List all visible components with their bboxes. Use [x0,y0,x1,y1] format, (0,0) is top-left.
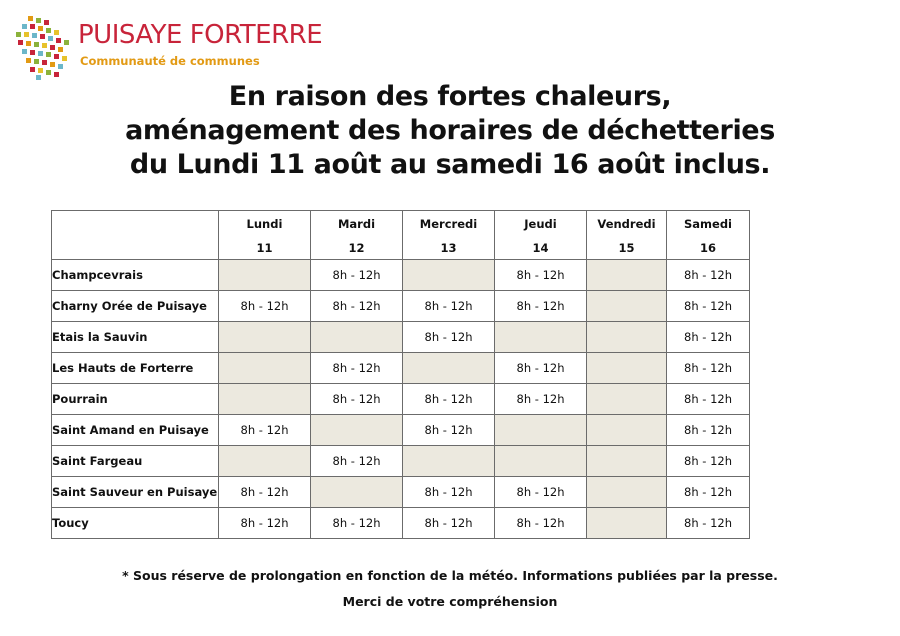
site-name: Champcevrais [52,260,219,291]
column-header [495,211,587,260]
title-line-2: aménagement des horaires de déchetteries [125,115,775,146]
logo-subtitle: Communauté de communes [80,54,260,68]
column-date: 13 [440,241,457,255]
closed-cell [311,477,403,508]
page-title [0,80,900,182]
opening-hours-cell: 8h - 12h [219,477,311,508]
column-day: Mardi [337,217,376,231]
closed-cell [311,322,403,353]
opening-hours-cell: 8h - 12h [403,477,495,508]
opening-hours-cell: 8h - 12h [311,384,403,415]
opening-hours-cell: 8h - 12h [667,384,750,415]
opening-hours-cell: 8h - 12h [219,415,311,446]
opening-hours-cell: 8h - 12h [495,477,587,508]
closed-cell [219,384,311,415]
closed-cell [587,477,667,508]
column-day: Mercredi [419,217,478,231]
closed-cell [587,260,667,291]
column-day: Samedi [684,217,732,231]
column-day: Lundi [246,217,283,231]
table-row [52,446,750,477]
site-name: Etais la Sauvin [52,322,219,353]
column-header [311,211,403,260]
logo-name: PUISAYE FORTERRE [78,20,323,50]
opening-hours-cell: 8h - 12h [495,291,587,322]
opening-hours-cell: 8h - 12h [311,508,403,539]
thanks-message: Merci de votre compréhension [342,594,558,609]
opening-hours-cell: 8h - 12h [403,384,495,415]
opening-hours-cell: 8h - 12h [311,353,403,384]
column-header [587,211,667,260]
table-row [52,415,750,446]
opening-hours-cell: 8h - 12h [403,291,495,322]
title-line-1: En raison des fortes chaleurs, [228,81,672,112]
opening-hours-cell: 8h - 12h [667,508,750,539]
opening-hours-cell: 8h - 12h [667,415,750,446]
opening-hours-cell: 8h - 12h [311,291,403,322]
closed-cell [587,353,667,384]
opening-hours-cell: 8h - 12h [311,446,403,477]
opening-hours-cell: 8h - 12h [311,260,403,291]
opening-hours-cell: 8h - 12h [495,384,587,415]
closed-cell [219,260,311,291]
closed-cell [311,415,403,446]
opening-hours-cell: 8h - 12h [495,260,587,291]
opening-hours-cell: 8h - 12h [667,353,750,384]
closed-cell [587,291,667,322]
site-name: Les Hauts de Forterre [52,353,219,384]
site-name: Saint Amand en Puisaye [52,415,219,446]
closed-cell [495,415,587,446]
title-line-3: du Lundi 11 août au samedi 16 août inclus. [129,149,771,180]
map-mosaic-icon [12,14,76,80]
opening-hours-cell: 8h - 12h [219,508,311,539]
site-name: Pourrain [52,384,219,415]
closed-cell [587,384,667,415]
closed-cell [587,415,667,446]
column-header [403,211,495,260]
opening-hours-cell: 8h - 12h [667,260,750,291]
site-name: Toucy [52,508,219,539]
column-date: 12 [348,241,365,255]
table-row [52,477,750,508]
schedule-table [51,210,750,539]
table-row [52,384,750,415]
footnote: * Sous réserve de prolongation en fonction de la météo. Informations publiées par la presse. [122,568,778,583]
site-name: Saint Fargeau [52,446,219,477]
site-name: Charny Orée de Puisaye [52,291,219,322]
closed-cell [403,260,495,291]
header-corner [52,211,219,260]
table-row [52,291,750,322]
closed-cell [587,446,667,477]
opening-hours-cell: 8h - 12h [667,322,750,353]
column-date: 11 [256,241,273,255]
closed-cell [495,446,587,477]
opening-hours-cell: 8h - 12h [403,322,495,353]
closed-cell [495,322,587,353]
closed-cell [403,446,495,477]
table-row [52,260,750,291]
opening-hours-cell: 8h - 12h [667,446,750,477]
closed-cell [587,322,667,353]
opening-hours-cell: 8h - 12h [403,508,495,539]
column-day: Vendredi [597,217,656,231]
column-date: 15 [618,241,635,255]
table-header-row [52,211,750,260]
opening-hours-cell: 8h - 12h [667,477,750,508]
table-row [52,322,750,353]
column-header [219,211,311,260]
closed-cell [219,446,311,477]
opening-hours-cell: 8h - 12h [219,291,311,322]
closed-cell [219,322,311,353]
column-date: 14 [532,241,549,255]
column-header [667,211,750,260]
closed-cell [219,353,311,384]
brand-logo [12,14,323,80]
opening-hours-cell: 8h - 12h [667,291,750,322]
closed-cell [403,353,495,384]
table-row [52,508,750,539]
opening-hours-cell: 8h - 12h [495,353,587,384]
opening-hours-cell: 8h - 12h [495,508,587,539]
table-row [52,353,750,384]
column-date: 16 [699,241,716,255]
opening-hours-cell: 8h - 12h [403,415,495,446]
closed-cell [587,508,667,539]
site-name: Saint Sauveur en Puisaye [52,477,219,508]
column-day: Jeudi [524,217,557,231]
